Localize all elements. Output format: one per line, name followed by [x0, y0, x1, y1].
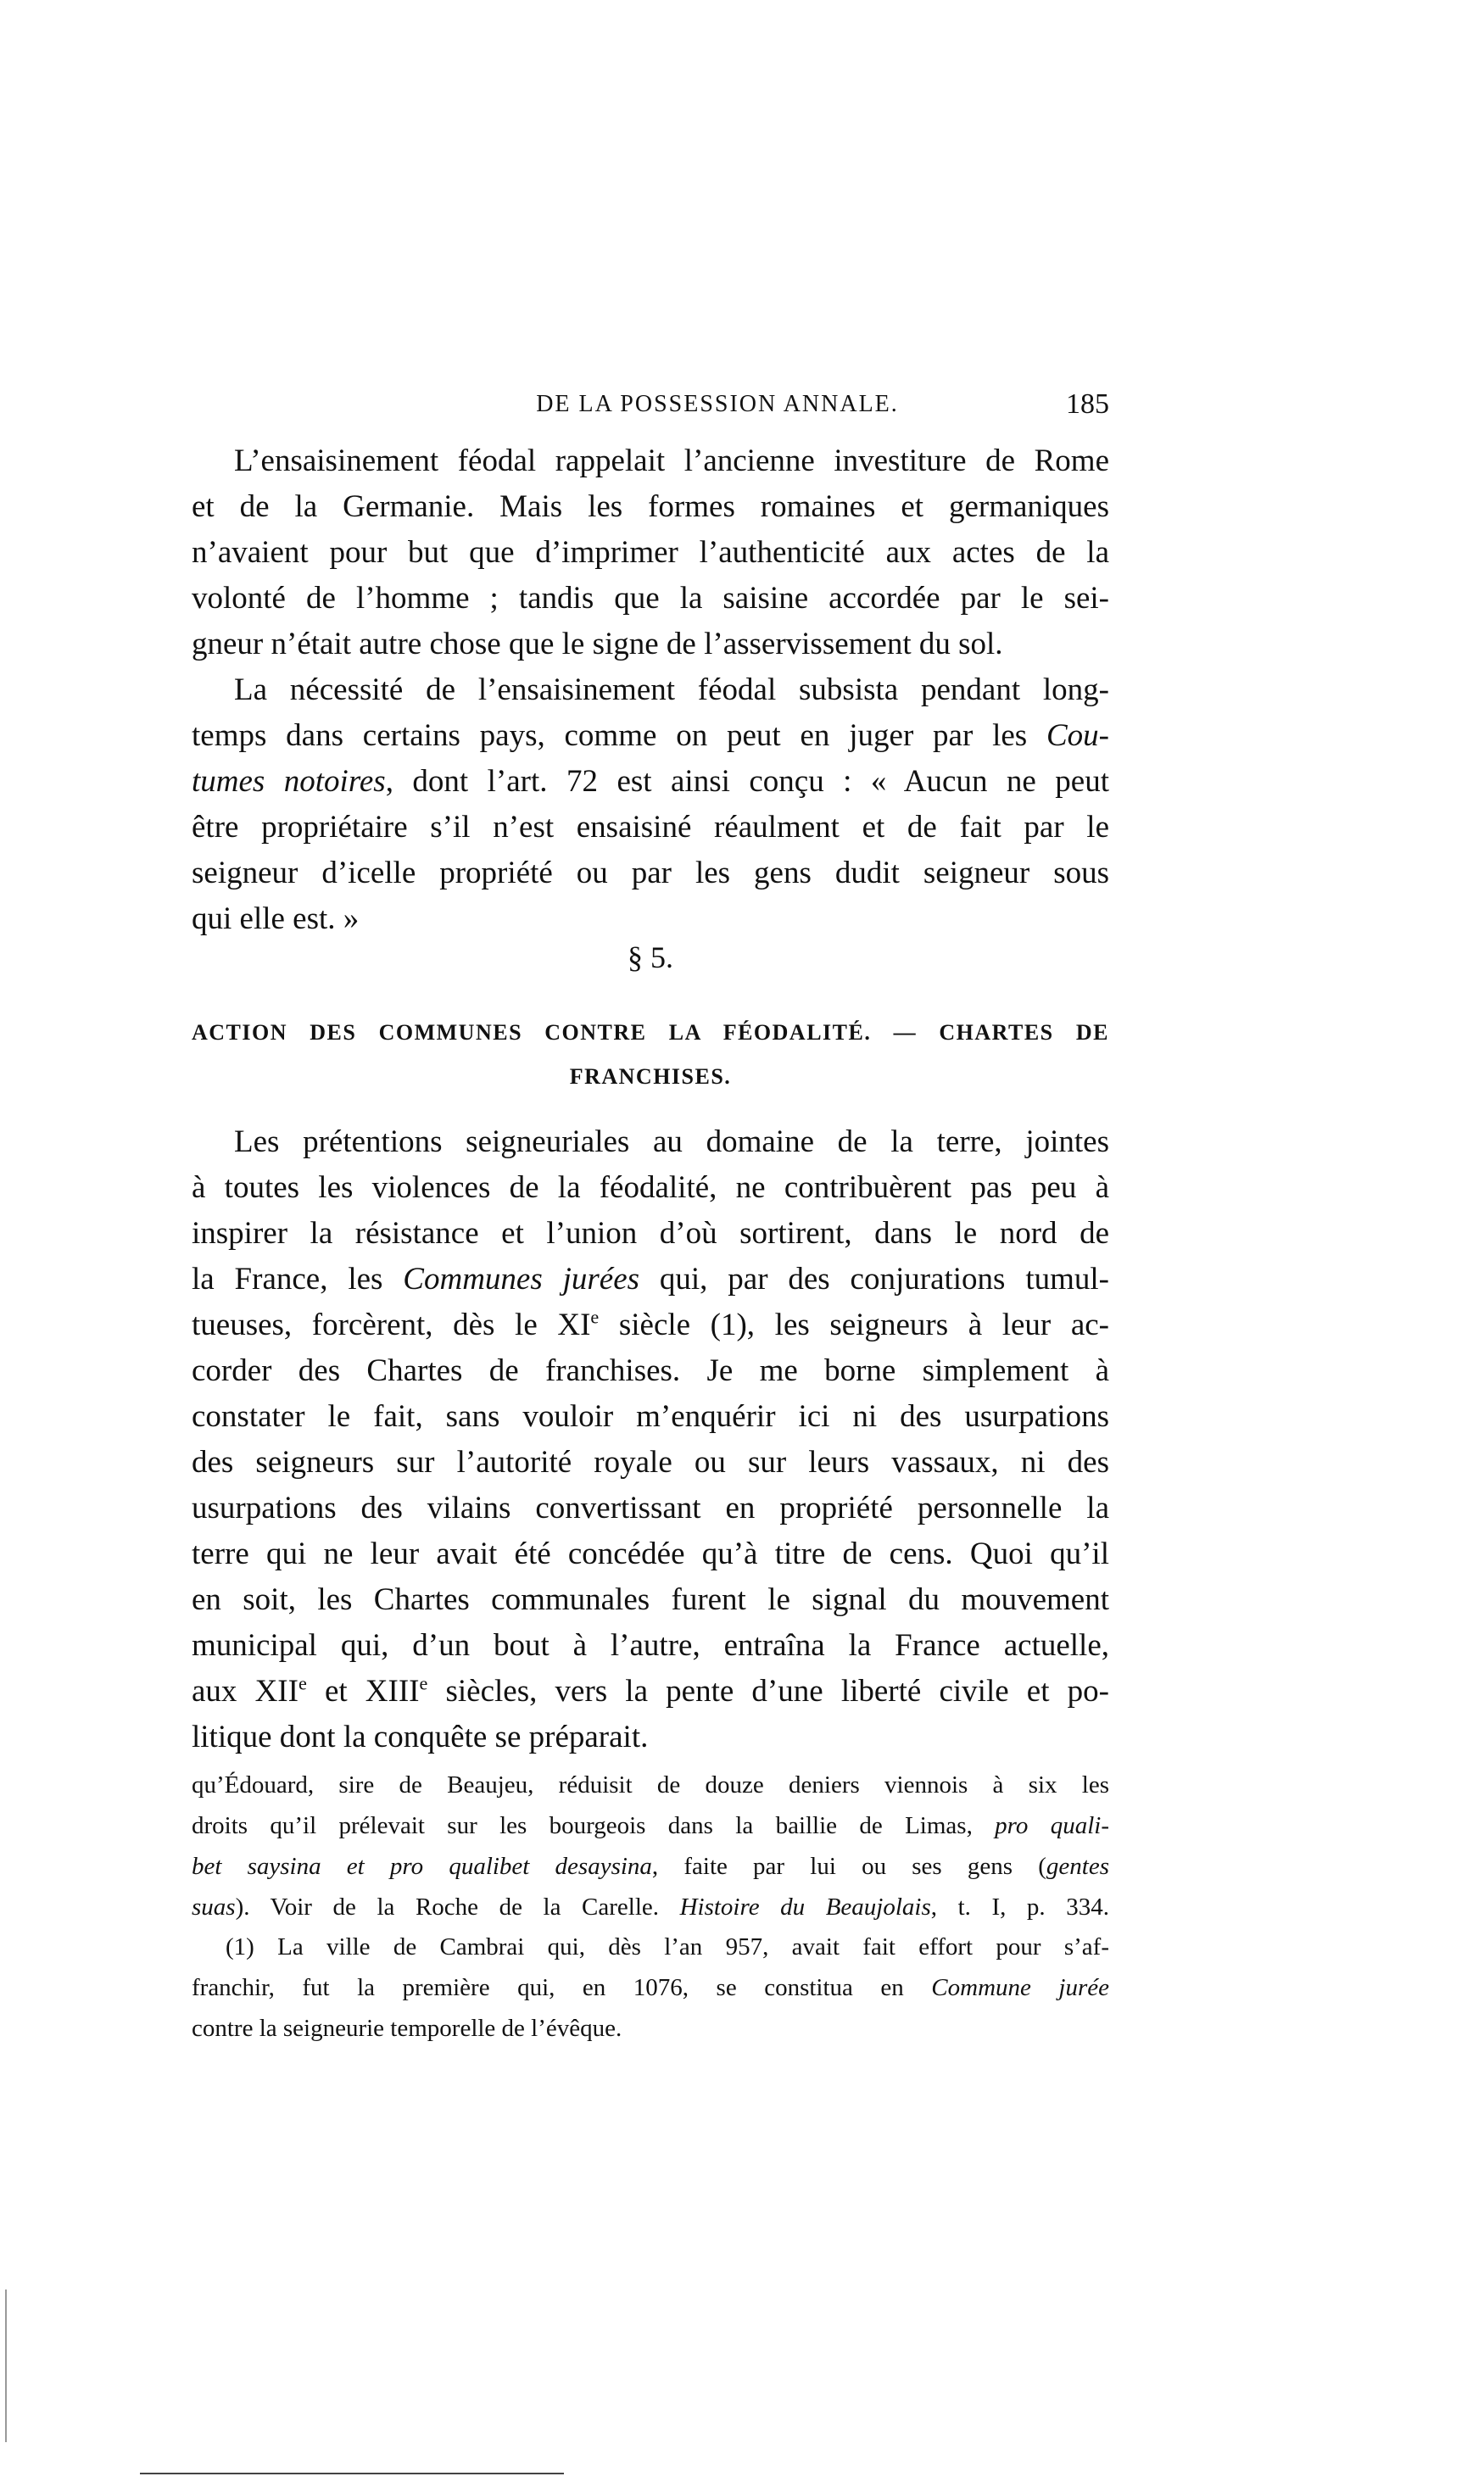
text-line	[192, 1927, 1109, 1967]
text-line	[192, 622, 1109, 667]
text-segment: Les prétentions seigneuriales au domaine de la terre, jointes	[234, 1124, 1109, 1159]
text-segment: contre la seigneurie temporelle de l’évêque.	[192, 2015, 622, 2042]
paragraph-1	[192, 438, 1109, 667]
superscript: e	[298, 1672, 307, 1694]
text-segment: La nécessité de l’ensaisinement féodal subsista pendant long-	[234, 672, 1109, 707]
text-segment: , faite par lui ou ses gens (	[651, 1853, 1046, 1880]
running-title: DE LA POSSESSION ANNALE.	[536, 391, 899, 417]
paragraph-2	[192, 667, 1109, 942]
text-line	[192, 667, 1109, 713]
text-segment: franchir, fut la première qui, en 1076, se constitua en	[192, 1974, 932, 2001]
text-line	[192, 1967, 1109, 2008]
text-segment: n’avaient pour but que d’imprimer l’authenticité aux actes de la	[192, 535, 1109, 570]
text-line	[192, 1805, 1109, 1846]
text-line	[192, 1531, 1109, 1577]
text-line	[192, 1348, 1109, 1394]
text-segment: ). Voir de la Roche de la Carelle.	[235, 1894, 680, 1921]
text-line	[192, 1486, 1109, 1531]
footnote-1	[192, 1927, 1109, 2049]
text-segment: et de la Germanie. Mais les formes romaines et germaniques	[192, 489, 1109, 524]
text-line	[192, 576, 1109, 622]
scan-edge-line	[140, 2473, 564, 2474]
text-line	[192, 1440, 1109, 1486]
italic-text: gentes	[1046, 1853, 1109, 1880]
text-segment: des seigneurs sur l’autorité royale ou sur leurs vassaux, ni des	[192, 1445, 1109, 1480]
text-line	[192, 1257, 1109, 1302]
text-line	[192, 1715, 1109, 1760]
italic-text: pro quali-	[995, 1812, 1109, 1839]
text-segment: tueuses, forcèrent, dès le XI	[192, 1308, 591, 1342]
paragraph-3	[192, 1119, 1109, 1760]
running-header	[192, 383, 1109, 426]
text-segment: (1) La ville de Cambrai qui, dès l’an 957, avait fait effort pour s’af-	[226, 1933, 1109, 1961]
text-segment: aux XII	[192, 1674, 298, 1709]
text-segment: temps dans certains pays, comme on peut en juger par les	[192, 718, 1046, 753]
text-line	[192, 1623, 1109, 1669]
text-line	[192, 1165, 1109, 1211]
text-segment: terre qui ne leur avait été concédée qu’à titre de cens. Quoi qu’il	[192, 1537, 1109, 1571]
text-segment: et XIII	[306, 1674, 420, 1709]
text-line	[192, 713, 1109, 759]
text-line	[192, 530, 1109, 576]
text-segment: municipal qui, d’un bout à l’autre, entraîna la France actuelle,	[192, 1628, 1109, 1663]
text-segment: L’ensaisinement féodal rappelait l’ancienne investiture de Rome	[234, 443, 1109, 478]
text-segment: constater le fait, sans vouloir m’enquérir ici ni des usurpations	[192, 1399, 1109, 1434]
section-number: § 5.	[628, 940, 673, 974]
text-line	[192, 805, 1109, 851]
text-line	[192, 851, 1109, 896]
text-segment: gneur n’était autre chose que le signe de l’asservissement du sol.	[192, 627, 1003, 661]
italic-text: bet saysina et pro qualibet desaysina	[192, 1853, 652, 1880]
text-line	[192, 1302, 1109, 1348]
text-line	[192, 438, 1109, 484]
text-segment: à toutes les violences de la féodalité, ne contribuèrent pas peu à	[192, 1170, 1109, 1205]
footnote-continuation	[192, 1765, 1109, 1927]
text-segment: litique dont la conquête se préparait.	[192, 1720, 649, 1754]
superscript: e	[590, 1306, 600, 1328]
text-segment: usurpations des vilains convertissant en propriété personnelle la	[192, 1491, 1109, 1525]
text-segment: en soit, les Chartes communales furent le signal du mouvement	[192, 1582, 1109, 1617]
text-line	[192, 2008, 1109, 2049]
text-line	[192, 1669, 1109, 1715]
text-line	[192, 1846, 1109, 1887]
text-segment: droits qu’il prélevait sur les bourgeois dans la baillie de Limas,	[192, 1812, 996, 1839]
italic-text: suas	[192, 1894, 236, 1921]
superscript: e	[419, 1672, 428, 1694]
text-line	[192, 1887, 1109, 1927]
italic-text: Communes jurées	[403, 1262, 640, 1297]
text-segment: qu’Édouard, sire de Beaujeu, réduisit de douze deniers viennois à six les	[192, 1771, 1109, 1799]
text-line	[192, 896, 1109, 942]
text-segment: siècle (1), les seigneurs à leur ac-	[599, 1308, 1110, 1342]
text-line	[192, 1119, 1109, 1165]
text-segment: être propriétaire s’il n’est ensaisiné réaulment et de fait par le	[192, 810, 1109, 845]
section-heading	[192, 1011, 1109, 1099]
italic-text: Cou-	[1046, 718, 1109, 753]
text-line	[192, 1211, 1109, 1257]
section-heading-line-1: ACTION DES COMMUNES CONTRE LA FÉODALITÉ. — CHARTES DE	[192, 1020, 1109, 1045]
italic-text: tumes notoires	[192, 764, 386, 799]
text-segment: , t. I, p. 334.	[930, 1894, 1110, 1921]
page-number: 185	[1066, 388, 1109, 420]
text-segment: corder des Chartes de franchises. Je me borne simplement à	[192, 1353, 1109, 1388]
text-line	[192, 1577, 1109, 1623]
text-segment: volonté de l’homme ; tandis que la saisine accordée par le sei-	[192, 581, 1109, 616]
section-heading-line-2: FRANCHISES.	[569, 1064, 732, 1089]
text-line	[192, 759, 1109, 805]
text-segment: inspirer la résistance et l’union d’où sortirent, dans le nord de	[192, 1216, 1109, 1251]
text-segment: qui elle est. »	[192, 901, 360, 936]
text-line	[192, 1394, 1109, 1440]
text-segment: qui, par des conjurations tumul-	[639, 1262, 1109, 1297]
text-line	[192, 1765, 1109, 1805]
text-segment: seigneur d’icelle propriété ou par les gens dudit seigneur sous	[192, 856, 1109, 890]
italic-text: Histoire du Beaujolais	[679, 1894, 931, 1921]
text-segment: , dont l’art. 72 est ainsi conçu : « Aucun ne peut	[385, 764, 1109, 799]
scan-margin-mark	[5, 2290, 7, 2442]
text-segment: siècles, vers la pente d’une liberté civile et po-	[427, 1674, 1109, 1709]
italic-text: Commune jurée	[931, 1974, 1109, 2001]
text-line	[192, 484, 1109, 530]
text-segment: la France, les	[192, 1262, 404, 1297]
